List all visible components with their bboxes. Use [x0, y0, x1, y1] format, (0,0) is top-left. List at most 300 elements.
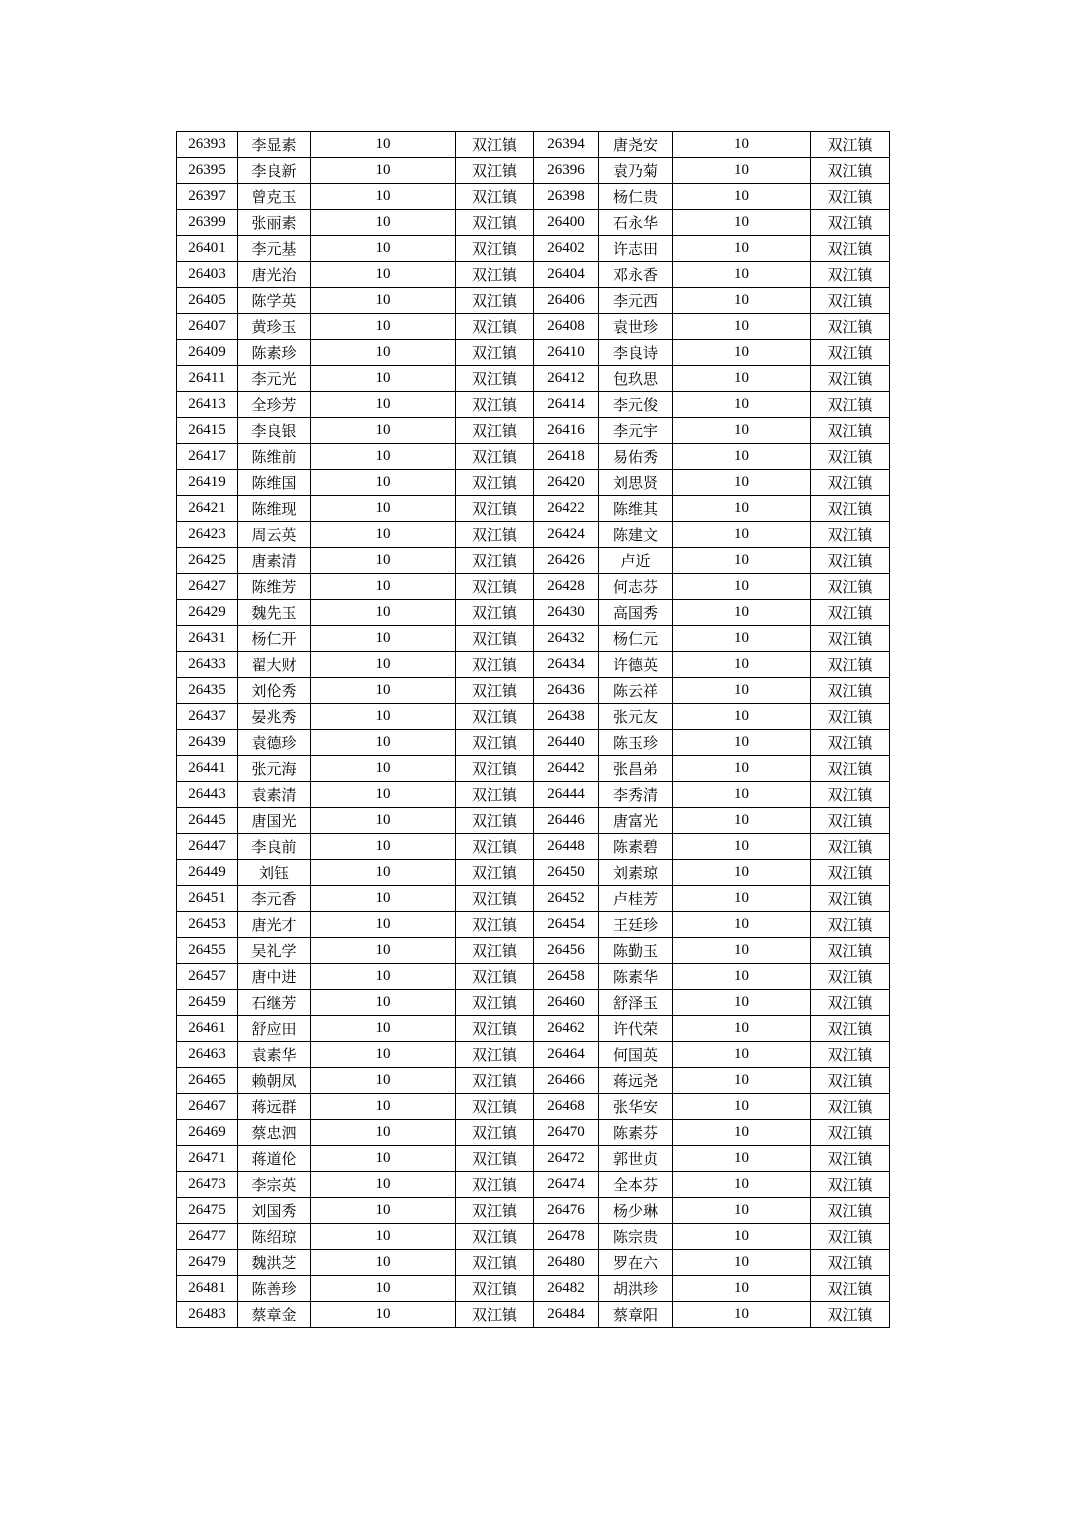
name-cell: 唐光才: [238, 912, 311, 938]
name-cell: 曾克玉: [238, 184, 311, 210]
town-cell: 双江镇: [811, 1172, 890, 1198]
amount-cell: 10: [311, 704, 456, 730]
amount-cell: 10: [673, 340, 811, 366]
name-cell: 陈素碧: [599, 834, 673, 860]
amount-cell: 10: [673, 288, 811, 314]
name-cell: 舒应田: [238, 1016, 311, 1042]
town-cell: 双江镇: [811, 964, 890, 990]
amount-cell: 10: [673, 756, 811, 782]
table-row: [177, 262, 890, 288]
id-cell: 26433: [177, 652, 238, 678]
town-cell: 双江镇: [456, 470, 534, 496]
name-cell: 袁德珍: [238, 730, 311, 756]
id-cell: 26436: [534, 678, 599, 704]
town-cell: 双江镇: [456, 912, 534, 938]
amount-cell: 10: [673, 782, 811, 808]
id-cell: 26451: [177, 886, 238, 912]
amount-cell: 10: [673, 808, 811, 834]
id-cell: 26455: [177, 938, 238, 964]
name-cell: 李良诗: [599, 340, 673, 366]
name-cell: 张昌弟: [599, 756, 673, 782]
amount-cell: 10: [673, 1198, 811, 1224]
town-cell: 双江镇: [456, 1120, 534, 1146]
id-cell: 26429: [177, 600, 238, 626]
table-row: [177, 1120, 890, 1146]
town-cell: 双江镇: [811, 990, 890, 1016]
name-cell: 陈素芬: [599, 1120, 673, 1146]
name-cell: 黄珍玉: [238, 314, 311, 340]
table-row: [177, 236, 890, 262]
town-cell: 双江镇: [811, 704, 890, 730]
town-cell: 双江镇: [811, 678, 890, 704]
name-cell: 卢桂芳: [599, 886, 673, 912]
name-cell: 李元光: [238, 366, 311, 392]
id-cell: 26481: [177, 1276, 238, 1302]
town-cell: 双江镇: [811, 756, 890, 782]
town-cell: 双江镇: [811, 548, 890, 574]
town-cell: 双江镇: [811, 1068, 890, 1094]
id-cell: 26407: [177, 314, 238, 340]
town-cell: 双江镇: [811, 1120, 890, 1146]
amount-cell: 10: [673, 600, 811, 626]
id-cell: 26412: [534, 366, 599, 392]
amount-cell: 10: [311, 1172, 456, 1198]
roster-table: [176, 131, 890, 1328]
id-cell: 26400: [534, 210, 599, 236]
amount-cell: 10: [673, 262, 811, 288]
table-row: [177, 574, 890, 600]
town-cell: 双江镇: [456, 262, 534, 288]
amount-cell: 10: [311, 158, 456, 184]
id-cell: 26476: [534, 1198, 599, 1224]
name-cell: 陈善珍: [238, 1276, 311, 1302]
name-cell: 李良银: [238, 418, 311, 444]
id-cell: 26395: [177, 158, 238, 184]
table-row: [177, 548, 890, 574]
name-cell: 李元宇: [599, 418, 673, 444]
town-cell: 双江镇: [456, 418, 534, 444]
amount-cell: 10: [673, 574, 811, 600]
id-cell: 26399: [177, 210, 238, 236]
amount-cell: 10: [673, 730, 811, 756]
amount-cell: 10: [311, 834, 456, 860]
name-cell: 刘伦秀: [238, 678, 311, 704]
town-cell: 双江镇: [811, 522, 890, 548]
name-cell: 蒋远群: [238, 1094, 311, 1120]
name-cell: 郭世贞: [599, 1146, 673, 1172]
town-cell: 双江镇: [456, 1250, 534, 1276]
table-row: [177, 1042, 890, 1068]
town-cell: 双江镇: [811, 1094, 890, 1120]
id-cell: 26464: [534, 1042, 599, 1068]
id-cell: 26424: [534, 522, 599, 548]
town-cell: 双江镇: [811, 418, 890, 444]
id-cell: 26468: [534, 1094, 599, 1120]
amount-cell: 10: [673, 496, 811, 522]
id-cell: 26406: [534, 288, 599, 314]
town-cell: 双江镇: [456, 158, 534, 184]
amount-cell: 10: [311, 1016, 456, 1042]
name-cell: 唐中进: [238, 964, 311, 990]
table-row: [177, 990, 890, 1016]
town-cell: 双江镇: [456, 1016, 534, 1042]
name-cell: 陈建文: [599, 522, 673, 548]
table-row: [177, 1146, 890, 1172]
table-row: [177, 652, 890, 678]
amount-cell: 10: [673, 1094, 811, 1120]
name-cell: 蔡章阳: [599, 1302, 673, 1328]
town-cell: 双江镇: [456, 1068, 534, 1094]
amount-cell: 10: [311, 652, 456, 678]
id-cell: 26439: [177, 730, 238, 756]
amount-cell: 10: [673, 236, 811, 262]
town-cell: 双江镇: [811, 1302, 890, 1328]
id-cell: 26457: [177, 964, 238, 990]
id-cell: 26474: [534, 1172, 599, 1198]
name-cell: 陈素珍: [238, 340, 311, 366]
id-cell: 26430: [534, 600, 599, 626]
table-row: [177, 678, 890, 704]
name-cell: 赖朝凤: [238, 1068, 311, 1094]
town-cell: 双江镇: [811, 1146, 890, 1172]
table-row: [177, 1094, 890, 1120]
table-row: [177, 1198, 890, 1224]
name-cell: 许德英: [599, 652, 673, 678]
amount-cell: 10: [311, 730, 456, 756]
amount-cell: 10: [311, 418, 456, 444]
amount-cell: 10: [673, 1146, 811, 1172]
amount-cell: 10: [311, 990, 456, 1016]
amount-cell: 10: [673, 912, 811, 938]
id-cell: 26403: [177, 262, 238, 288]
id-cell: 26413: [177, 392, 238, 418]
name-cell: 李元俊: [599, 392, 673, 418]
town-cell: 双江镇: [811, 366, 890, 392]
amount-cell: 10: [311, 1146, 456, 1172]
table-row: [177, 1250, 890, 1276]
amount-cell: 10: [673, 132, 811, 158]
name-cell: 李元香: [238, 886, 311, 912]
town-cell: 双江镇: [811, 860, 890, 886]
amount-cell: 10: [673, 210, 811, 236]
amount-cell: 10: [673, 1042, 811, 1068]
name-cell: 包玖思: [599, 366, 673, 392]
amount-cell: 10: [311, 574, 456, 600]
amount-cell: 10: [673, 964, 811, 990]
table-row: [177, 938, 890, 964]
table-row: [177, 964, 890, 990]
name-cell: 易佑秀: [599, 444, 673, 470]
id-cell: 26453: [177, 912, 238, 938]
town-cell: 双江镇: [456, 366, 534, 392]
town-cell: 双江镇: [456, 990, 534, 1016]
name-cell: 翟大财: [238, 652, 311, 678]
amount-cell: 10: [311, 1042, 456, 1068]
name-cell: 刘钰: [238, 860, 311, 886]
table-row: [177, 1276, 890, 1302]
name-cell: 张丽素: [238, 210, 311, 236]
table-row: [177, 288, 890, 314]
id-cell: 26419: [177, 470, 238, 496]
id-cell: 26471: [177, 1146, 238, 1172]
table-body: [177, 132, 890, 1328]
town-cell: 双江镇: [811, 574, 890, 600]
id-cell: 26472: [534, 1146, 599, 1172]
id-cell: 26479: [177, 1250, 238, 1276]
town-cell: 双江镇: [456, 938, 534, 964]
amount-cell: 10: [311, 1068, 456, 1094]
id-cell: 26423: [177, 522, 238, 548]
name-cell: 许志田: [599, 236, 673, 262]
name-cell: 李元西: [599, 288, 673, 314]
id-cell: 26461: [177, 1016, 238, 1042]
id-cell: 26459: [177, 990, 238, 1016]
name-cell: 何国英: [599, 1042, 673, 1068]
id-cell: 26394: [534, 132, 599, 158]
id-cell: 26447: [177, 834, 238, 860]
amount-cell: 10: [311, 1302, 456, 1328]
town-cell: 双江镇: [811, 730, 890, 756]
amount-cell: 10: [673, 444, 811, 470]
id-cell: 26463: [177, 1042, 238, 1068]
id-cell: 26469: [177, 1120, 238, 1146]
id-cell: 26434: [534, 652, 599, 678]
id-cell: 26408: [534, 314, 599, 340]
amount-cell: 10: [311, 522, 456, 548]
town-cell: 双江镇: [456, 1094, 534, 1120]
id-cell: 26456: [534, 938, 599, 964]
table-row: [177, 470, 890, 496]
id-cell: 26442: [534, 756, 599, 782]
town-cell: 双江镇: [811, 600, 890, 626]
amount-cell: 10: [311, 1198, 456, 1224]
id-cell: 26466: [534, 1068, 599, 1094]
name-cell: 刘国秀: [238, 1198, 311, 1224]
amount-cell: 10: [673, 938, 811, 964]
name-cell: 蔡忠泗: [238, 1120, 311, 1146]
name-cell: 唐素清: [238, 548, 311, 574]
town-cell: 双江镇: [456, 210, 534, 236]
town-cell: 双江镇: [456, 600, 534, 626]
id-cell: 26448: [534, 834, 599, 860]
id-cell: 26428: [534, 574, 599, 600]
name-cell: 李良新: [238, 158, 311, 184]
town-cell: 双江镇: [811, 938, 890, 964]
town-cell: 双江镇: [456, 652, 534, 678]
table-row: [177, 366, 890, 392]
name-cell: 杨少琳: [599, 1198, 673, 1224]
amount-cell: 10: [311, 756, 456, 782]
town-cell: 双江镇: [811, 496, 890, 522]
id-cell: 26449: [177, 860, 238, 886]
town-cell: 双江镇: [811, 392, 890, 418]
name-cell: 罗在六: [599, 1250, 673, 1276]
amount-cell: 10: [311, 912, 456, 938]
id-cell: 26402: [534, 236, 599, 262]
town-cell: 双江镇: [456, 1172, 534, 1198]
name-cell: 张元海: [238, 756, 311, 782]
amount-cell: 10: [311, 964, 456, 990]
table-row: [177, 730, 890, 756]
id-cell: 26438: [534, 704, 599, 730]
id-cell: 26443: [177, 782, 238, 808]
town-cell: 双江镇: [811, 158, 890, 184]
id-cell: 26425: [177, 548, 238, 574]
town-cell: 双江镇: [811, 1042, 890, 1068]
table-row: [177, 1016, 890, 1042]
id-cell: 26437: [177, 704, 238, 730]
amount-cell: 10: [311, 1276, 456, 1302]
id-cell: 26452: [534, 886, 599, 912]
table-row: [177, 1224, 890, 1250]
table-row: [177, 886, 890, 912]
name-cell: 李秀清: [599, 782, 673, 808]
id-cell: 26482: [534, 1276, 599, 1302]
town-cell: 双江镇: [456, 548, 534, 574]
name-cell: 魏先玉: [238, 600, 311, 626]
name-cell: 蒋道伦: [238, 1146, 311, 1172]
id-cell: 26446: [534, 808, 599, 834]
id-cell: 26467: [177, 1094, 238, 1120]
amount-cell: 10: [311, 678, 456, 704]
name-cell: 胡洪珍: [599, 1276, 673, 1302]
table-row: [177, 1068, 890, 1094]
town-cell: 双江镇: [811, 444, 890, 470]
amount-cell: 10: [311, 548, 456, 574]
name-cell: 卢近: [599, 548, 673, 574]
town-cell: 双江镇: [811, 262, 890, 288]
town-cell: 双江镇: [811, 808, 890, 834]
town-cell: 双江镇: [456, 782, 534, 808]
table-row: [177, 340, 890, 366]
name-cell: 陈维其: [599, 496, 673, 522]
amount-cell: 10: [673, 158, 811, 184]
table-row: [177, 184, 890, 210]
amount-cell: 10: [673, 626, 811, 652]
amount-cell: 10: [311, 470, 456, 496]
town-cell: 双江镇: [456, 886, 534, 912]
name-cell: 陈维前: [238, 444, 311, 470]
amount-cell: 10: [673, 1302, 811, 1328]
amount-cell: 10: [673, 834, 811, 860]
table-row: [177, 912, 890, 938]
town-cell: 双江镇: [456, 574, 534, 600]
town-cell: 双江镇: [811, 470, 890, 496]
town-cell: 双江镇: [456, 522, 534, 548]
name-cell: 陈宗贵: [599, 1224, 673, 1250]
id-cell: 26440: [534, 730, 599, 756]
id-cell: 26478: [534, 1224, 599, 1250]
id-cell: 26480: [534, 1250, 599, 1276]
town-cell: 双江镇: [456, 834, 534, 860]
town-cell: 双江镇: [456, 704, 534, 730]
id-cell: 26411: [177, 366, 238, 392]
town-cell: 双江镇: [811, 626, 890, 652]
table-row: [177, 444, 890, 470]
table-row: [177, 1302, 890, 1328]
town-cell: 双江镇: [811, 1250, 890, 1276]
id-cell: 26483: [177, 1302, 238, 1328]
name-cell: 杨仁开: [238, 626, 311, 652]
id-cell: 26462: [534, 1016, 599, 1042]
name-cell: 高国秀: [599, 600, 673, 626]
id-cell: 26410: [534, 340, 599, 366]
town-cell: 双江镇: [811, 1198, 890, 1224]
table-row: [177, 1172, 890, 1198]
town-cell: 双江镇: [811, 132, 890, 158]
town-cell: 双江镇: [811, 184, 890, 210]
name-cell: 邓永香: [599, 262, 673, 288]
id-cell: 26435: [177, 678, 238, 704]
name-cell: 全珍芳: [238, 392, 311, 418]
table-row: [177, 522, 890, 548]
amount-cell: 10: [673, 704, 811, 730]
town-cell: 双江镇: [456, 236, 534, 262]
town-cell: 双江镇: [811, 652, 890, 678]
amount-cell: 10: [673, 886, 811, 912]
id-cell: 26393: [177, 132, 238, 158]
name-cell: 刘素琼: [599, 860, 673, 886]
town-cell: 双江镇: [456, 1302, 534, 1328]
id-cell: 26431: [177, 626, 238, 652]
id-cell: 26465: [177, 1068, 238, 1094]
name-cell: 许代荣: [599, 1016, 673, 1042]
id-cell: 26445: [177, 808, 238, 834]
town-cell: 双江镇: [811, 314, 890, 340]
amount-cell: 10: [311, 938, 456, 964]
name-cell: 杨仁贵: [599, 184, 673, 210]
name-cell: 杨仁元: [599, 626, 673, 652]
name-cell: 袁素华: [238, 1042, 311, 1068]
amount-cell: 10: [673, 860, 811, 886]
town-cell: 双江镇: [811, 834, 890, 860]
town-cell: 双江镇: [456, 730, 534, 756]
name-cell: 吴礼学: [238, 938, 311, 964]
amount-cell: 10: [311, 132, 456, 158]
table-row: [177, 834, 890, 860]
table-row: [177, 860, 890, 886]
id-cell: 26484: [534, 1302, 599, 1328]
name-cell: 陈玉珍: [599, 730, 673, 756]
name-cell: 张华安: [599, 1094, 673, 1120]
amount-cell: 10: [311, 886, 456, 912]
amount-cell: 10: [311, 392, 456, 418]
amount-cell: 10: [673, 1276, 811, 1302]
id-cell: 26421: [177, 496, 238, 522]
amount-cell: 10: [311, 314, 456, 340]
amount-cell: 10: [311, 808, 456, 834]
amount-cell: 10: [673, 678, 811, 704]
id-cell: 26418: [534, 444, 599, 470]
name-cell: 蔡章金: [238, 1302, 311, 1328]
name-cell: 陈维现: [238, 496, 311, 522]
amount-cell: 10: [673, 470, 811, 496]
name-cell: 陈勤玉: [599, 938, 673, 964]
id-cell: 26473: [177, 1172, 238, 1198]
name-cell: 陈维芳: [238, 574, 311, 600]
id-cell: 26415: [177, 418, 238, 444]
id-cell: 26432: [534, 626, 599, 652]
name-cell: 张元友: [599, 704, 673, 730]
town-cell: 双江镇: [456, 1198, 534, 1224]
table-row: [177, 626, 890, 652]
id-cell: 26405: [177, 288, 238, 314]
id-cell: 26470: [534, 1120, 599, 1146]
name-cell: 陈学英: [238, 288, 311, 314]
name-cell: 王廷珍: [599, 912, 673, 938]
id-cell: 26422: [534, 496, 599, 522]
amount-cell: 10: [311, 1120, 456, 1146]
